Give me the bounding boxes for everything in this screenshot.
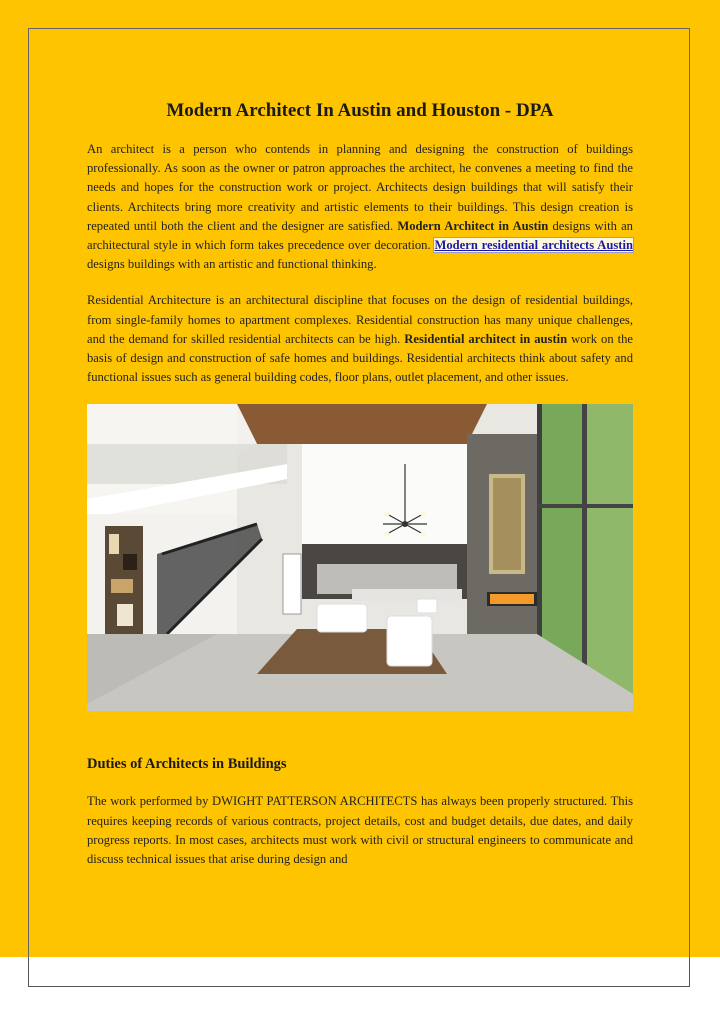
residential-architects-link[interactable]: Modern residential architects Austin bbox=[434, 238, 633, 253]
duties-heading: Duties of Architects in Buildings bbox=[87, 756, 287, 773]
intro-bold-a: Modern Architect in Austin bbox=[397, 218, 549, 233]
residential-bold-a: Residential architect in austin bbox=[404, 331, 568, 346]
residential-text-b: work on the basis of design and construction of safe homes and buildings. Residential architects think about safety and functional issues such as general building codes, floor plans, outlet placement, and other issues. bbox=[87, 331, 634, 385]
intro-paragraph bbox=[87, 140, 633, 274]
residential-paragraph bbox=[87, 291, 633, 387]
page-title: Modern Architect In Austin and Houston - DPA bbox=[166, 100, 554, 121]
duties-text-a: The work performed by DWIGHT PATTERSON ARCHITECTS has always been properly structured. This requires keeping records of various contracts, project details, cost and budget details, due dates, and daily progress reports. In most cases, architects must work with civil or structural engineers to communicate and discuss technical issues that arise during design and bbox=[87, 794, 633, 867]
intro-text-b: designs with an architectural style in which form takes precedence over decoration. bbox=[87, 218, 633, 253]
intro-text-c: designs buildings with an artistic and functional thinking. bbox=[87, 257, 377, 272]
document-body bbox=[87, 100, 633, 886]
residential-text-a: Residential Architecture is an architectural discipline that focuses on the design of residential buildings, from single-family homes to apartment complexes. Residential construction has many unique challenges, and the demand for skilled residential architects can be high. bbox=[87, 293, 633, 346]
interior-photo bbox=[87, 404, 633, 711]
intro-text-a: An architect is a person who contends in planning and designing the construction of buildings professionally. As soon as the owner or patron approaches the architect, he convenes a meeting to find the needs and hopes for the construction work or project. Architects design buildings that will satisfy their clients. Architects bring more creativity and artistic elements to their buildings. This design creation is repeated until both the client and the designer are satisfied. bbox=[87, 142, 633, 233]
page-footer-frame bbox=[28, 957, 690, 987]
duties-paragraph bbox=[87, 792, 633, 869]
